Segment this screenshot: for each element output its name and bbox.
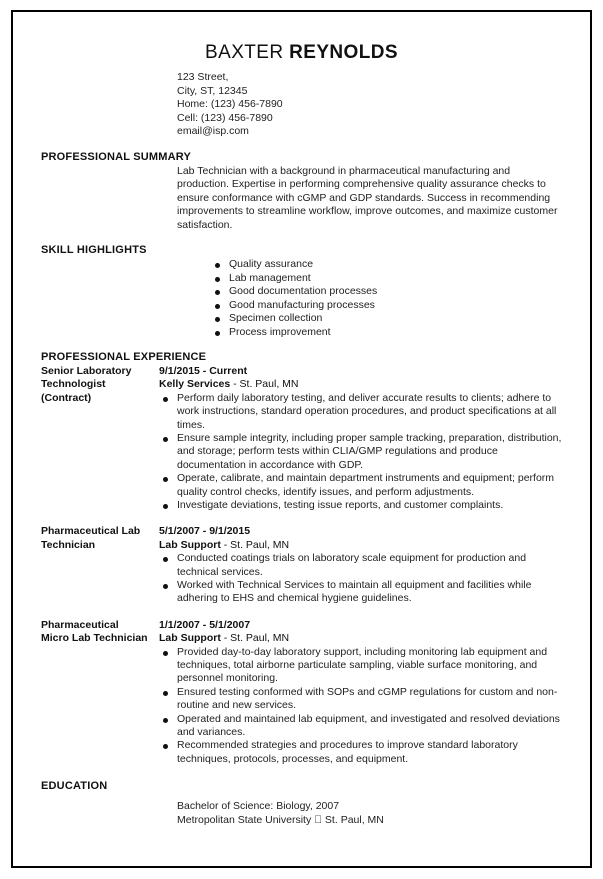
job-role-line: Micro Lab Technician <box>41 632 148 645</box>
section-professional-summary <box>41 151 562 233</box>
section-skill-highlights <box>41 244 562 338</box>
list-item: Ensure sample integrity, including proper sample tracking, preparation, distribution, and storage; perform tests within CLIA/GMP regulations and produce documentation in accordance with GDP. <box>159 432 562 472</box>
contact-cell-phone: Cell: (123) 456-7890 <box>177 111 273 124</box>
job-bullets <box>159 392 562 513</box>
job-company <box>159 378 562 391</box>
contact-block <box>177 71 562 139</box>
list-item: Quality assurance <box>211 258 562 271</box>
job-role-line: Senior Laboratory <box>41 364 132 377</box>
resume-content <box>13 12 590 866</box>
list-item: Lab management <box>211 272 562 285</box>
job-location: - St. Paul, MN <box>220 538 290 551</box>
section-title-experience: PROFESSIONAL EXPERIENCE <box>41 350 207 363</box>
job-dates: 5/1/2007 - 9/1/2015 <box>159 525 251 538</box>
list-item: Perform daily laboratory testing, and deliver accurate results to clients; adhere to work instructions, standard operation procedures, and product specifications at all times. <box>159 392 562 432</box>
job-role-line: Pharmaceutical Lab <box>41 525 141 538</box>
list-item: Operated and maintained lab equipment, and investigated and resolved deviations and variances. <box>159 713 562 740</box>
job-dates: 1/1/2007 - 5/1/2007 <box>159 618 251 631</box>
experience-entry <box>41 619 562 766</box>
job-details <box>159 619 562 766</box>
summary-body <box>177 165 562 233</box>
list-item: Ensured testing conformed with SOPs and cGMP regulations for custom and non-routine and new services. <box>159 686 562 713</box>
section-title-summary: PROFESSIONAL SUMMARY <box>41 150 192 163</box>
job-company-name: Kelly Services <box>159 378 231 391</box>
contact-street: 123 Street, <box>177 71 229 83</box>
list-item: Specimen collection <box>211 312 562 325</box>
job-role-line: (Contract) <box>41 391 92 404</box>
skills-body <box>211 258 562 338</box>
job-dates: 9/1/2015 - Current <box>159 364 248 377</box>
job-location: - St. Paul, MN <box>220 632 290 645</box>
skills-list <box>211 258 562 338</box>
job-role-line: Pharmaceutical <box>41 618 119 631</box>
list-item: Good documentation processes <box>211 285 562 298</box>
job-role <box>41 619 159 646</box>
list-item: Good manufacturing processes <box>211 299 562 312</box>
section-title-education: EDUCATION <box>41 780 108 793</box>
job-details <box>159 525 562 605</box>
job-company <box>159 632 562 645</box>
job-company-name: Lab Support <box>159 538 221 551</box>
list-item: Provided day-to-day laboratory support, including monitoring lab equipment and techniques, total airborne particulate sampling, viable surface monitoring, and personnel monitoring. <box>159 646 562 686</box>
summary-text: Lab Technician with a background in pharmaceutical manufacturing and production. Expertise in performing comprehensive quality assurance checks to ensure conformance with cGMP and GDP standards. Success in recommending improvements to streamline workflow, improve outcomes, and maximize customer satisfaction. <box>177 164 558 231</box>
list-item: Recommended strategies and procedures to improve standard laboratory techniques, protocols, processes, and equipment. <box>159 739 562 766</box>
job-location: - St. Paul, MN <box>230 378 299 391</box>
list-item: Process improvement <box>211 326 562 339</box>
job-company <box>159 539 562 552</box>
contact-home-phone: Home: (123) 456-7890 <box>177 98 283 110</box>
job-role <box>41 365 159 405</box>
job-bullets <box>159 552 562 606</box>
education-degree: Bachelor of Science: Biology, 2007 <box>177 800 340 813</box>
job-details <box>159 365 562 512</box>
list-item: Conducted coatings trials on laboratory scale equipment for production and technical services. <box>159 552 562 579</box>
list-item: Operate, calibrate, and maintain department instruments and equipment; perform quality control checks, identify issues, and perform adjustments. <box>159 472 562 499</box>
list-item: Worked with Technical Services to maintain all equipment and facilities while adhering to EHS and chemical hygiene guidelines. <box>159 579 562 606</box>
job-role-line: Technician <box>41 538 96 551</box>
section-professional-experience <box>41 351 562 766</box>
education-body <box>177 800 562 827</box>
job-role <box>41 525 159 552</box>
first-name: BAXTER <box>205 42 284 63</box>
experience-entry <box>41 525 562 605</box>
section-title-skills: SKILL HIGHLIGHTS <box>41 244 147 257</box>
section-education <box>41 780 562 827</box>
contact-city-state-zip: City, ST, 12345 <box>177 84 248 97</box>
job-bullets <box>159 646 562 767</box>
candidate-name <box>41 42 562 64</box>
experience-entry <box>41 365 562 512</box>
job-role-line: Technologist <box>41 378 106 391</box>
list-item: Investigate deviations, testing issue reports, and customer complaints. <box>159 499 562 512</box>
education-school: Metropolitan State University   St. Paul, MN <box>177 813 384 826</box>
last-name: REYNOLDS <box>289 42 398 63</box>
job-company-name: Lab Support <box>159 632 221 645</box>
contact-email: email@isp.com <box>177 125 249 137</box>
